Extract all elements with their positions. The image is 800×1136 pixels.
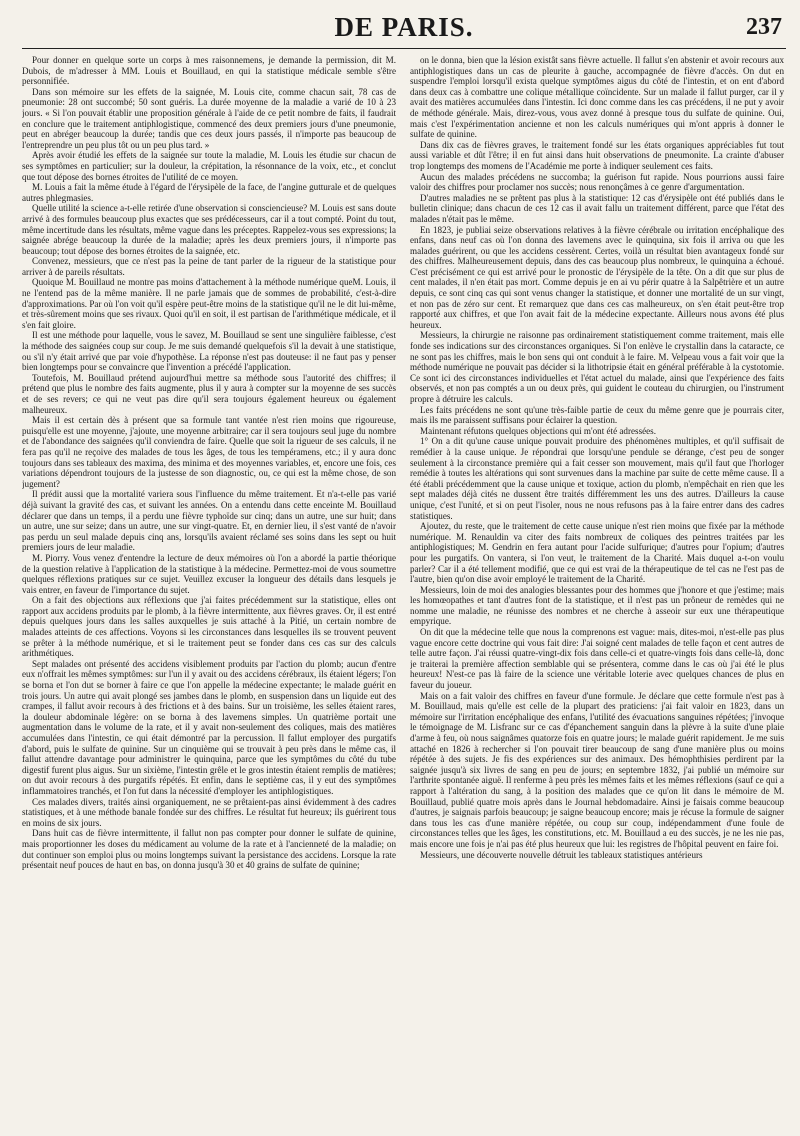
paragraph: Les faits précédens ne sont qu'une très-faible partie de ceux du même genre que je pourrais citer, mais ils me paraissent suffisans pour éclairer la question.: [410, 404, 784, 426]
paragraph: Messieurs, la chirurgie ne raisonne pas ordinairement statistiquement comme traitement, mais elle fonde ses indications sur des circonstances organiques. Si l'on enlève le crystallin dans la cataracte, ce ne sont pas les chiffres, mais le bon sens qui ont conduit à le faire. M. Velpeau vous a fait voir que la méthode numérique ne pouvait pas décider si la lithotripsie était en général préférable à la cystotomie. Ce sont ici des circonstances individuelles et l'état actuel du malade, ainsi que l'expérience des faits observés, et non pas comptés a un ou deux près, qui guident le couteau du chirurgien, ou l'instrument propre à détruire les calculs.: [410, 330, 784, 404]
paragraph: Quelle utilité la science a-t-elle retirée d'une observation si consciencieuse? M. Louis est sans doute arrivé à des formules beaucoup plus exactes que ses prédécesseurs, car il a tout compté. Point du tout, même incertitude dans les résultats, même vague dans les préceptes. Rappelez-vous ses expressions; la saignée abrége beaucoup la durée de la maladie; après les deux premiers jours, il n'importe pas beaucoup; tout dépose des bornes étroites de la saignée, etc.: [22, 203, 396, 256]
paragraph: D'autres maladies ne se prêtent pas plus à la statistique: 12 cas d'érysipèle ont été publiés dans le bulletin clinique; dans chacun de ces 12 cas il avait fallu un traitement différent, parce que l'état des malades n'était pas le même.: [410, 192, 784, 224]
paragraph: Dans dix cas de fièvres graves, le traitement fondé sur les états organiques appréciables fut tout aussi variable et dût l'être; il en fut ainsi dans huit observations de pneumonite. La crainte d'abuser trop longtemps des momens de l'Académie me porte à indiquer seulement ces faits.: [410, 139, 784, 171]
paragraph: Pour donner en quelque sorte un corps à mes raisonnemens, je demande la permission, dit M. Dubois, de m'adresser à MM. Louis et Bouillaud, en qui la statistique médicale semble s'être personnifiée.: [22, 55, 396, 87]
paragraph: Maintenant réfutons quelques objections qui m'ont été adressées.: [420, 425, 656, 436]
paragraph: Il est une méthode pour laquelle, vous le savez, M. Bouillaud se sent une singulière faiblesse, c'est la méthode des saignées coup sur coup. Je me suis demandé quelquefois s'il la devait à une statistique, ou s'il n'y était arrivé que par voie d'hypothèse. La réponse n'est pas douteuse: il ne faut pas y penser bien longtemps pour se convaincre que l'invention a précédé l'application.: [22, 330, 396, 373]
paragraph: Après avoir étudié les effets de la saignée sur toute la maladie, M. Louis les étudie sur chacun de ses symptômes en particulier; sur la douleur, la crépitation, la résonnance de la voix, etc., et conclut que tout dépose des bornes étroites de l'utilité de ce moyen.: [22, 150, 396, 182]
paragraph: Quoique M. Bouillaud ne montre pas moins d'attachement à la méthode numérique queM. Louis, il ne l'entend pas de la même manière. Il ne parle jamais que de sommes de probabilité, c'est-à-dire d'approximations. Par où l'on voit qu'il espère peut-être moins de la statistique qu'il ne le dit lui-même, et très-sûrement moins que ses rivaux. Quoi qu'il en soit, il est partisan de l'arithmétique médicale, et il s'en fait gloire.: [22, 277, 396, 330]
page-header: [22, 6, 786, 49]
paragraph: Toutefois, M. Bouillaud prétend aujourd'hui mettre sa méthode sous l'autorité des chiffres; il prétend que plus le nombre des faits augmente, plus il y aura à compter sur la moyenne de ses succès et de ses revers; ce qui ne veut pas dire qu'il sera toujours également heureux ou également malheureux.: [22, 372, 396, 415]
paragraph: Ces malades divers, traités ainsi organiquement, ne se prêtaient-pas ainsi évidemment à des cadres statistiques, et à une méthode banale fondée sur des chiffres. Le résultat fut heureux; ils guérirent tous en moins de six jours.: [22, 796, 396, 828]
paragraph: En 1823, je publiai seize observations relatives à la fièvre cérébrale ou irritation encéphalique des enfans, dans neuf cas où l'on donna des lavemens avec le quinquina, six fois il arriva ou que les malades guérirent, ou que les accidens cessèrent. Certes, voilà un résultat bien avantageux fondé sur des chiffres. Malheureusement depuis, dans des cas beaucoup plus nombreux, le quinquina a échoué. C'est précisément ce qui est arrivé pour le pronostic de l'érysipèle de la tête. On a dit que sur plus de cent malades, il n'en était pas mort. Comme depuis je en ai vu périr quatre à la Salpêtrière et un autre depuis, ce sont cinq cas qui sont venus changer la statistique, et donner une mortalité de un sur vingt, et non pas de zéro sur cent. Et remarquez que dans ces cas malheureux, on s'en était peut-être trop rapporté aux chiffres, et que l'on avait fait de la médecine expectante. Ailleurs nous avons été plus heureux.: [410, 224, 784, 330]
paragraph: Mais on a fait valoir des chiffres en faveur d'une formule. Je déclare que cette formule n'est pas à M. Bouillaud, mais qu'elle est celle de la plupart des praticiens: j'ai fait valoir en 1823, dans un mémoire sur l'irritation encéphalique des enfans, l'utilité des évacuations sanguines répétées; j'invoque le témoignage de M. Lisfranc sur ce cas d'épanchement sanguin dans la plèvre à la suite d'une plaie d'arme à feu, où nous saignâmes quatorze fois en quatre jours; le malade guérit rapidement. Je me suis attaché en 1826 à rechercher si l'on pouvait tirer beaucoup de sang d'une manière plus ou moins répétée à des sujets. Je fis des expériences sur des animaux. Des hémophthisies perdirent par la saignée jusqu'à six livres de sang en peu de jours; en septembre 1832, j'ai publié un mémoire sur l'arthrite spontanée aiguë. Il renferme à peu près les mêmes faits et les mêmes réflexions (sauf ce qui a rapport à l'altération du sang, à la position des malades que ce qu'on lit dans le mémoire de M. Bouillaud, publié quatre mois après dans le Journal hebdomadaire. Ainsi je faisais comme beaucoup d'autres, je saignais parfois beaucoup; je saigne beaucoup encore; mais je récuse la formule de saigner dans tous les cas d'une manière répétée, ou coup sur coup, indépendamment d'une foule de circonstances telles que les âges, les constitutions, etc. M. Bouillaud a eu des succès, je ne les nie pas, mais encore une fois je n'ai pas été plus heureux que lui: les registres de l'hôpital peuvent en faire foi.: [410, 690, 784, 849]
paragraph: M. Piorry. Vous venez d'entendre la lecture de deux mémoires où l'on a abordé la partie théorique de la question relative à l'application de la statistique à la médecine. Permettez-moi de vous soumettre quelques réflexions pratiques sur ce sujet. Veuillez excuser la longueur des détails dans lesquels je vais entrer, en faveur de l'importance du sujet.: [22, 552, 396, 595]
running-title: DE PARIS.: [334, 12, 474, 42]
left-column: [22, 55, 396, 1125]
paragraph: On dit que la médecine telle que nous la comprenons est vague: mais, dites-moi, n'est-elle pas plus vague encore cette doctrine qui vous fait dire: J'ai soigné cent malades de telle façon et cent autres de telle autre façon. J'ai réussi quatre-vingt-dix fois dans celle-ci et quatre-vingts fois dans celle-là, donc je traiterai la première affection semblable qui se présentera, comme dans le cas où j'ai été le plus heureux! N'est-ce pas là faire de la science une véritable loterie avec quelques chances de plus en faveur du joueur.: [410, 627, 784, 691]
right-column: [410, 55, 784, 1125]
paragraph: Messieurs, une découverte nouvelle détruit les tableaux statistiques antérieurs: [420, 849, 703, 860]
paragraph: 1° On a dit qu'une cause unique pouvait produire des phénomènes multiples, et qu'il suffisait de remédier à la cause unique. Je répondrai que lorsqu'une pendule se dérange, c'est peu de songer seulement à la circonstance première qui a fait cesser son mouvement, mais qu'il faut que l'horloger remédie à toutes les altérations qui sont survenues dans la machine par suite de cette même cause. Il a été établi précédemment que la cause unique et toxique, action du plomb, n'empêchait en rien que les sept malades déjà cités ne dussent être traités différemment les uns des autres. D'ailleurs la cause unique, c'est l'unité, et si on peut l'isoler, nous ne nous refusons pas à la faire entrer dans des cadres statistiques.: [410, 436, 784, 521]
page-number: 237: [746, 14, 782, 40]
paragraph: Sept malades ont présenté des accidens visiblement produits par l'action du plomb; aucun d'entre eux n'offrait les mêmes symptômes: sur l'un il y avait ou des accidens cérébraux, ils étaient légers; l'on se borna et l'on dut se borner à faire ce que l'on appelle la médecine expectante; le malade guérit en trois jours. Un autre qui avait plongé ses jambes dans le plomb, en suspension dans un liquide eut des crampes, il fallut avoir recours à des frictions et à des bains. Sur un troisième, les selles étaient rares, la douleur abdominale légère: on se borna à des lavemens simples. Un quatrième portait une augmentation dans le volume de la rate, et il y avait non-seulement des coliques, mais des matières accumulées dans l'intestin, ce qui était démontré par la percussion. Il fallut employer des purgatifs d'abord, puis le sulfate de quinine. Sur un cinquième qui se trouvait à peu près dans le même cas, il fallut attendre davantage pour administrer le quinquina, parce que les symptômes du côté du tube digestif furent plus aigus. Sur un sixième, l'intestin grêle et le gros intestin étaient remplis de matières; on dut avoir recours à des purgatifs répétés. Et enfin, dans le septième cas, il y eut des symptômes inflammatoires tranchés, et l'on fut dans la nécessité d'employer les antiphlogistiques.: [22, 658, 396, 796]
text-columns: [22, 55, 786, 1125]
paragraph: Dans huit cas de fièvre intermittente, il fallut non pas compter pour donner le sulfate de quinine, mais proportionner les doses du médicament au volume de la rate et à l'ancienneté de la maladie; on dut continuer son emploi plus ou moins longtemps suivant la persistance des accidens. Lorsque la rate présentait neuf pouces de haut en bas, on donna jusqu'à 30 et 40 grains de sulfate de quinine;: [22, 828, 396, 871]
paragraph: Aucun des malades précédens ne succomba; la guérison fut rapide. Nous pourrions aussi faire valoir des chiffres pour proclamer nos succès; nous renonçâmes à ce genre d'argumentation.: [410, 171, 784, 193]
paragraph: Messieurs, loin de moi des analogies blessantes pour des hommes que j'honore et que j'estime; mais les homœopathes et tant d'autres font de la statistique, et il n'est pas un prôneur de remèdes qui ne nomme une maladie, ne réunisse des nombres et ne cherche à asseoir sur eux une thérapeutique empyrique.: [410, 584, 784, 627]
paragraph: Ajoutez, du reste, que le traitement de cette cause unique n'est rien moins que fixée par la méthode numérique. M. Renauldin va citer des faits nombreux de coliques des peintres traitées par les antiphlogistiques; M. Gendrin en fera autant pour l'acide sulfurique; d'autres pour l'opium; d'autres pour les purgatifs. On vantera, si l'on veut, le traitement de la Charité. Mais duquel a-t-on voulu parler? Car il a été tellement modifié, que ce qui est vrai de la thérapeutique de tel cas ne l'est pas de l'autre, bien qu'on dise avoir employé le traitement de la Charité.: [410, 521, 784, 585]
paragraph: Convenez, messieurs, que ce n'est pas la peine de tant parler de la rigueur de la statistique pour arriver à de pareils résultats.: [22, 256, 396, 277]
paragraph: Dans son mémoire sur les effets de la saignée, M. Louis cite, comme chacun sait, 78 cas de pneumonie: 28 ont succombé; 50 sont guéris. La durée moyenne de la maladie a varié de 10 à 23 jours. « Si l'on pouvait établir une proposition générale à l'aide de ce petit nombre de faits, il faudrait en conclure que le traitement antiphlogistique, commencé des deux premiers jours d'une pneumonie, peut en abréger beaucoup la durée; tandis que ces deux jours passés, il n'importe pas beaucoup de l'entreprendre un peu plus tôt ou un peu plus tard. »: [22, 86, 396, 150]
paragraph: on le donna, bien que la lésion existât sans fièvre actuelle. Il fallut s'en abstenir et avoir recours aux antiphlogistiques dans un cas de pleurite à gauche, accompagnée de fièvre d'accès. On dut en suspendre l'emploi lorsqu'il exista quelque symptômes aigus du côté de l'intestin, et on ent d'abord dans deux cas à combattre une colique métallique coïncidente. Sur un malade il fallut purger, car il y avait des matières accumulées dans l'intestin. Ici donc comme dans les cas précédens, il ne put y avoir de méthode générale. Mais, direz-vous, vous avez donné à presque tous du sulfate de quinine. Oui, mais c'est l'expérimentation ancienne et non les calculs numériques qui m'ont appris à donner le sulfate de quinine.: [410, 55, 784, 140]
paragraph: M. Louis a fait la même étude à l'égard de l'érysipèle de la face, de l'angine gutturale et de quelques autres phlegmasies.: [22, 182, 396, 203]
paragraph: On a fait des objections aux réflexions que j'ai faites précédemment sur la statistique, elles ont rapport aux accidens produits par le plomb, à la fièvre intermittente, aux fièvres graves. Or, il est entré depuis quelques jours dans les salles auxquelles je suis attaché à la Pitié, un certain nombre de malades atteints de ces affections. Voyons si les circonstances dans lesquelles ils se trouvent peuvent se prêter à la méthode numérique, et si le traitement peut se fonder dans ces cas sur des calculs arithmétiques.: [22, 595, 396, 659]
paragraph: Mais il est certain dès à présent que sa formule tant vantée n'est rien moins que rigoureuse, puisqu'elle est une moyenne, j'ajoute, une moyenne arbitraire; car il sera toujours seul juge du nombre et de l'abondance des saignées qu'il conviendra de faire. Quelle que soit la rigueur de ses calculs, il ne fera pas qu'il ne reçoive des malades de tous les âges, de tous les tempéramens, etc.; il y aura donc toujours dans ses tableaux des maxima, des minima et des moyennes variables, et, encore une fois, ces variations dépendront toujours de la justesse de son diagnostic, ou, ce qui est la même chose, de son jugement?: [22, 415, 396, 489]
paragraph: Il prédit aussi que la mortalité variera sous l'influence du même traitement. Et n'a-t-elle pas varié déjà suivant la gravité des cas, et suivant les années. On a entendu dans cette enceinte M. Bouillaud déclarer que dans un temps, il a perdu une fièvre typhoïde sur cinq; dans un autre, une sur huit; dans un autre, une sur seize; dans un autre, une sur vingt-quatre. Et, en dernier lieu, il s'est vanté de n'avoir pas perdu un seul malade depuis cinq ans, lorsqu'ils avaient réclamé ses soins dans les sept ou huit premiers jours de leur maladie.: [22, 489, 396, 553]
